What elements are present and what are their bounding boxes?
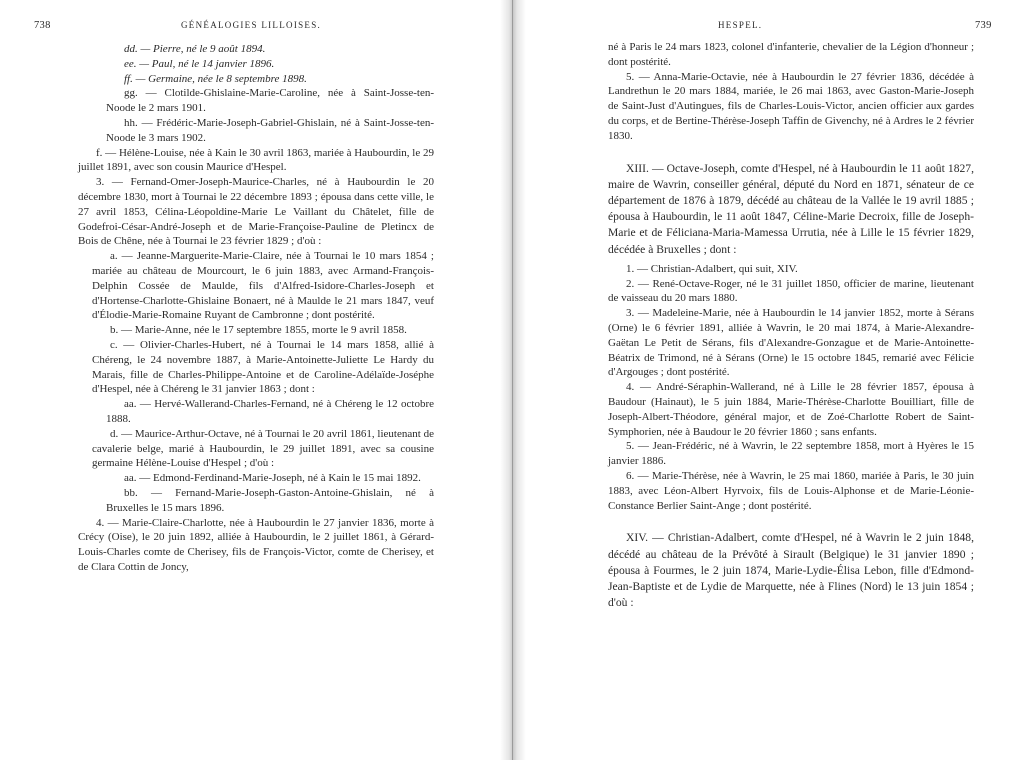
paragraph: dd. — Pierre, né le 9 août 1894. [124,43,266,55]
paragraph: aa. — Edmond-Ferdinand-Marie-Joseph, né à Kain le 15 mai 1892. [124,472,421,485]
paragraph: aa. — Hervé-Wallerand-Charles-Fernand, né à Chéreng le 12 octobre 1888. [106,398,434,425]
paragraph: b. — Marie-Anne, née le 17 septembre 1855, morte le 9 avril 1858. [110,324,407,337]
paragraph: 4. — Marie-Claire-Charlotte, née à Haubourdin le 27 janvier 1836, morte à Crécy (Oise), le 20 juin 1892, alliée à Haubourdin, le 2 juillet 1861, à Gérard-Louis-Charles comte de Cherisey, fils de François-Victor, comte de Cherisey, et de Clara Cottin de Joncy, [78,516,434,573]
paragraph: XIII. — Octave-Joseph, comte d'Hespel, né à Haubourdin le 11 août 1827, maire de Wavrin, conseiller général, député du Nord en 1871, sénateur de ce département de 1876 à 1879, décédé au château de la Vallée le 19 avril 1885 ; épousa à Haubourdin, le 11 août 1847, Céline-Marie Decroix, fille de Joseph-Marie et de Féliciana-Maria-Mamessa Urrutia, née à Lille le 15 février 1829, décédée à Bruxelles ; dont : [608,161,974,256]
paragraph: 3. — Madeleine-Marie, née à Haubourdin le 14 janvier 1852, morte à Sérans (Orne) le 6 février 1891, alliée à Wavrin, le 20 mai 1874, à Marie-Alexandre-Gaëtan Le Petit de Sérans, fils d'Alexandre-Gonzague et de Marie-Antoinette-Béatrix de Trimond, né à Sérans (Orne) le 15 octobre 1845, remarié avec Félicie d'Argouges ; dont postérité. [608,307,974,379]
right-running-head: HESPEL. [718,20,763,30]
paragraph: 2. — René-Octave-Roger, né le 31 juillet 1850, officier de marine, lieutenant de vaisseau du 20 mars 1880. [608,277,974,305]
paragraph: ee. — Paul, né le 14 janvier 1896. [124,57,275,70]
paragraph: XIV. — Christian-Adalbert, comte d'Hespel, né à Wavrin le 2 juin 1848, décédé au château de la Prévôté à Sirault (Belgique) le 31 janvier 1890 ; épousa à Fourmes, le 2 juin 1874, Marie-Lydie-Élisa Lebon, fille d'Edmond-Jean-Baptiste et de Lydie de Marquette, née à Flines (Nord) le 13 juin 1854 ; d'où : [608,531,974,610]
paragraph: 5. — Jean-Frédéric, né à Wavrin, le 22 septembre 1858, mort à Hyères le 15 janvier 1886. [608,440,974,468]
paragraph: 1. — Christian-Adalbert, qui suit, XIV. [626,262,798,275]
right-page-number: 739 [975,20,992,31]
paragraph: hh. — Frédéric-Marie-Joseph-Gabriel-Ghislain, né à Saint-Josse-ten-Noode le 3 mars 1902. [106,116,434,144]
left-running-head: GÉNÉALOGIES LILLOISES. [181,20,322,30]
left-page-text [78,42,434,575]
paragraph: né à Paris le 24 mars 1823, colonel d'infanterie, chevalier de la Légion d'honneur ; dont postérité. [608,41,974,68]
paragraph: bb. — Fernand-Marie-Joseph-Gaston-Antoine-Ghislain, né à Bruxelles le 15 mars 1896. [106,486,434,514]
paragraph: d. — Maurice-Arthur-Octave, né à Tournai le 20 avril 1861, lieutenant de cavalerie belge, marié à Haubourdin, le 29 juillet 1891, avec sa cousine germaine Hélène-Louise d'Hespel ; d'où : [92,427,434,470]
paragraph: f. — Hélène-Louise, née à Kain le 30 avril 1863, mariée à Haubourdin, le 29 juillet 1891, avec son cousin Maurice d'Hespel. [78,146,434,174]
paragraph: ff. — Germaine, née le 8 septembre 1898. [124,72,307,85]
paragraph: 3. — Fernand-Omer-Joseph-Maurice-Charles, né à Haubourdin le 20 décembre 1830, mort à Tournai le 22 décembre 1893 ; épousa dans cette ville, le 27 avril 1853, Célina-Léopoldine-Marie Le Vaillant du Châtelet, fille de Godefroi-César-André-Joseph et de Marie-Françoise-Pauline de Pletincx de Bois de Chêne, née à Tournai le 23 février 1829 ; d'où : [78,176,434,248]
right-page [512,0,1024,760]
paragraph: gg. — Clotilde-Ghislaine-Marie-Caroline, née à Saint-Josse-ten-Noode le 2 mars 1901. [106,87,434,115]
paragraph: a. — Jeanne-Marguerite-Marie-Claire, née à Tournai le 10 mars 1854 ; mariée au château de Mourcourt, le 6 juin 1883, avec Armand-François-Delphin Cossée de Maulde, fils d'Alfred-Isidore-Charles-Joseph et d'Hortense-Charlotte-Ghislaine Bonaert, né à Maulde le 21 mars 1847, veuf d'Élodie-Marie-Romaine Ruyant de Cambronne ; dont postérité. [92,250,434,322]
paragraph: c. — Olivier-Charles-Hubert, né à Tournai le 14 mars 1858, allié à Chéreng, le 24 novembre 1887, à Marie-Antoinette-Juliette Le Hardy du Marais, fille de Charles-Philippe-Antoine et de Caroline-Adélaïde-Joséphe d'Hespel, née à Chéreng le 31 janvier 1863 ; dont : [92,338,434,396]
left-page-number: 738 [34,20,51,31]
right-page-text [608,40,974,611]
paragraph: 6. — Marie-Thérèse, née à Wavrin, le 25 mai 1860, mariée à Paris, le 30 juin 1883, avec Léon-Albert Hyrvoix, fils de Louis-Alphonse et de Marie-Léonie-Constance Berlier Saint-Ange ; dont postérité. [608,469,974,512]
paragraph: 5. — Anna-Marie-Octavie, née à Haubourdin le 27 février 1836, décédée à Landrethun le 20 mars 1884, mariée, le 26 mai 1863, avec Gaston-Marie-Joseph de Saint-Just d'Autingues, fils de Charles-Louis-Victor, ancien officier aux gardes du corps, et de Bertine-Thérèse-Joseph Taffin de Givenchy, né à Ardres le 2 février 1830. [608,70,974,142]
paragraph: 4. — André-Séraphin-Wallerand, né à Lille le 28 février 1857, épousa à Baudour (Hainaut), le 5 juin 1884, Marie-Thérèse-Charlotte Bouilliart, fille de Joseph-Albert-Théodore, général major, et de Zoé-Charlotte Robert de Saint-Symphorien, née à Baudour le 20 février 1860 ; sans enfants. [608,381,974,438]
